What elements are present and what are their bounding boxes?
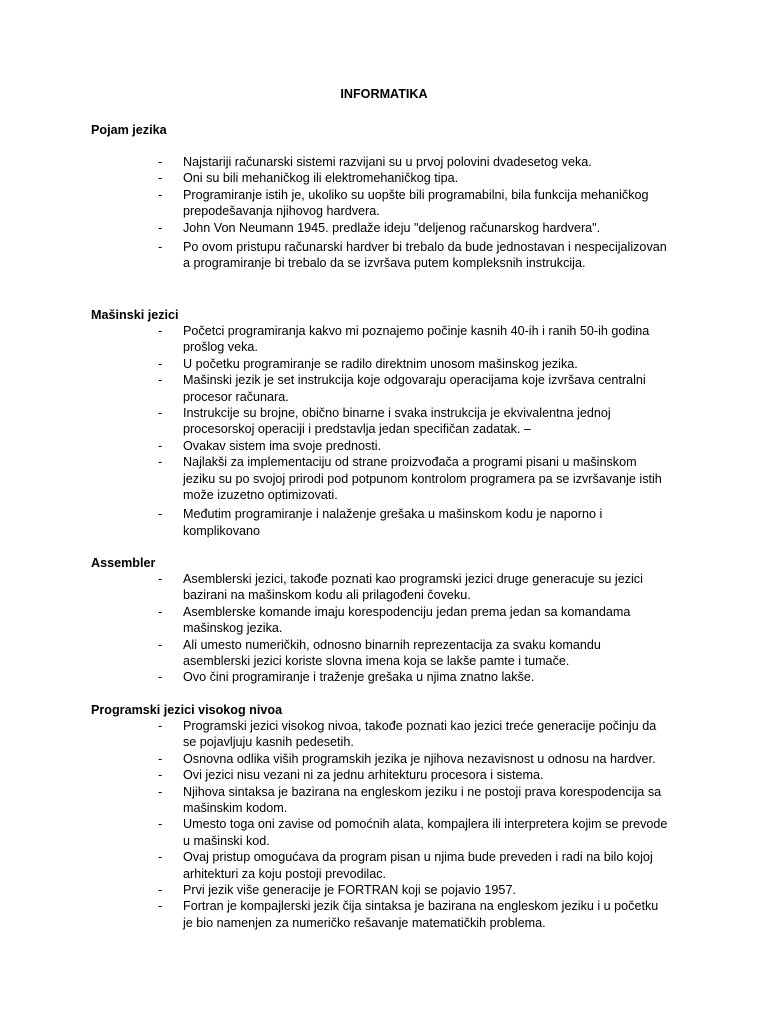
list-item: - Ovakav sistem ima svoje prednosti. xyxy=(158,438,382,453)
list-item: - Ovaj pristup omogućava da program pisan u njima bude preveden i radi na bilo kojoj arhitekturi za koju postoji prevodilac. xyxy=(158,850,653,881)
list-item: - Umesto toga oni zavise od pomoćnih alata, kompajlera ili interpretera kojim se prevode u mašinski kod. xyxy=(158,817,668,848)
bullet-dash: - xyxy=(158,719,163,733)
list-item: - Asemblerski jezici, takođe poznati kao programski jezici druge generacuje su jezici bazirani na mašinskom kodu ali prilagođeni čoveku. xyxy=(158,572,643,603)
list-item: - Po ovom pristupu računarski hardver bi trebalo da bude jednostavan i nespecijalizovan a programiranje bi trebalo da se izvršava putem kompleksnih instrukcija. xyxy=(158,240,667,271)
bullet-dash: - xyxy=(158,751,163,766)
list-item: - Fortran je kompajlerski jezik čija sintaksa je bazirana na engleskom jeziku i u početku je bio namenjen za numeričko rešavanje matematičkih problema. xyxy=(158,899,659,930)
list-item: - U početku programiranje se radilo direktnim unosom mašinskog jezika. xyxy=(158,356,578,371)
list-item: - Najlakši za implementaciju od strane proizvođača a programi pisani u mašinskom jeziku su po svojoj prirodi pod potpunom kontrolom programera pa se izvršavanje istih može izuzetno optimizovati. xyxy=(158,455,662,503)
bullet-dash: - xyxy=(158,883,163,898)
bullet-dash: - xyxy=(158,768,163,783)
section-list-programski-jezici xyxy=(0,718,768,931)
section-list-pojam-jezika xyxy=(0,154,768,272)
section-list-assembler xyxy=(0,571,768,686)
bullet-dash: - xyxy=(158,356,163,371)
list-item: - Prvi jezik više generacije je FORTRAN koji se pojavio 1957. xyxy=(158,883,516,898)
list-item: - Početci programiranja kakvo mi poznajemo počinje kasnih 40-ih i ranih 50-ih godina prošlog veka. xyxy=(158,324,650,355)
bullet-dash: - xyxy=(158,455,163,470)
bullet-dash: - xyxy=(158,604,163,619)
section-heading-programski-jezici-visokog-nivoa: Programski jezici visokog nivoa xyxy=(91,703,283,717)
list-item: - Osnovna odlika viših programskih jezika je njihova nezavisnost u odnosu na hardver. xyxy=(158,751,656,766)
bullet-dash: - xyxy=(158,438,163,453)
bullet-dash: - xyxy=(158,850,163,865)
bullet-dash: - xyxy=(158,670,163,685)
list-item: - Ali umesto numeričkih, odnosno binarnih reprezentacija za svaku komandu asemblerski jezici koriste slovna imena koja se lakše pamte i tumače. xyxy=(158,637,601,669)
list-item: - Ovi jezici nisu vezani ni za jednu arhitekturu procesora i sistema. xyxy=(158,768,544,783)
list-item: - Programski jezici visokog nivoa, takođe poznati kao jezici treće generacije počinju da se pojavljuju kasnih pedesetih. xyxy=(158,719,657,750)
bullet-dash: - xyxy=(158,572,163,586)
section-list-masinski-jezici xyxy=(0,323,768,539)
list-item: - Asemblerske komande imaju korespodenciju jedan prema jedan sa komandama mašinskog jezika. xyxy=(158,604,631,636)
section-heading-masinski-jezici: Mašinski jezici xyxy=(91,308,179,322)
list-item: - John Von Neumann 1945. predlaže ideju "deljenog računarskog hardvera". xyxy=(158,220,601,235)
bullet-dash: - xyxy=(158,406,163,421)
bullet-dash: - xyxy=(158,817,163,832)
bullet-dash: - xyxy=(158,220,163,235)
list-item: - Ovo čini programiranje i traženje grešaka u njima znatno lakše. xyxy=(158,670,535,685)
list-item: - Programiranje istih je, ukoliko su uopšte bili programabilni, bila funkcija mehaničkog prepodešavanja njihovog hardvera. xyxy=(158,187,649,219)
list-item: - Instrukcije su brojne, obično binarne i svaka instrukcija je ekvivalentna jednoj procesorskoj operaciji i predstavlja jedan specifičan zadatak. – xyxy=(158,406,611,437)
section-heading-assembler: Assembler xyxy=(91,556,156,570)
bullet-dash: - xyxy=(158,899,163,914)
bullet-dash: - xyxy=(158,155,163,169)
document-title: INFORMATIKA xyxy=(340,87,428,101)
list-item: - Njihova sintaksa je bazirana na engleskom jeziku i ne postoji prava korespodencija sa mašinskim kodom. xyxy=(158,784,662,816)
section-heading-pojam-jezika: Pojam jezika xyxy=(91,123,167,137)
list-item: - Međutim programiranje i nalaženje grešaka u mašinskom kodu je naporno i komplikovano xyxy=(158,507,603,538)
bullet-dash: - xyxy=(158,784,163,799)
list-item: - Mašinski jezik je set instrukcija koje odgovaraju operacijama koje izvršava centralni procesor računara. xyxy=(158,373,646,404)
bullet-dash: - xyxy=(158,507,163,522)
list-item: - Najstariji računarski sistemi razvijani su u prvoj polovini dvadesetog veka. xyxy=(158,155,592,169)
bullet-dash: - xyxy=(158,187,163,202)
bullet-dash: - xyxy=(158,171,163,186)
bullet-dash: - xyxy=(158,637,163,652)
list-item: - Oni su bili mehaničkog ili elektromehaničkog tipa. xyxy=(158,171,459,186)
bullet-dash: - xyxy=(158,240,163,255)
bullet-dash: - xyxy=(158,373,163,388)
bullet-dash: - xyxy=(158,324,163,338)
